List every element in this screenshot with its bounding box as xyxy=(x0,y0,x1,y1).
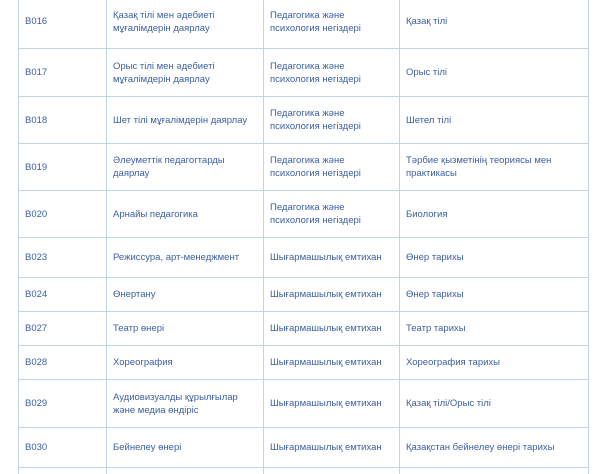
table-row xyxy=(19,0,589,49)
exam-cell: Шығармашылық емтихан xyxy=(264,312,400,346)
exam-cell: Педагогика және психология негіздері xyxy=(264,97,400,144)
code-cell: В027 xyxy=(19,312,107,346)
table-row xyxy=(19,428,589,468)
code-cell: В016 xyxy=(19,0,107,49)
table-row xyxy=(19,49,589,97)
specialty-cell: Әлеуметтік педагогтарды даярлау xyxy=(107,144,264,191)
subject-cell: Қазақ тілі/Орыс тілі xyxy=(400,380,589,428)
table-row xyxy=(19,468,589,474)
table-row xyxy=(19,144,589,191)
specialty-cell: Орыс тілі мен әдебиеті мұғалімдерін даярлау xyxy=(107,49,264,97)
exam-cell: Педагогика және психология негіздері xyxy=(264,191,400,238)
table-row xyxy=(19,380,589,428)
table-row xyxy=(19,312,589,346)
subject-cell: Өнер тарихы xyxy=(400,238,589,278)
code-cell: В030 xyxy=(19,428,107,468)
specialty-cell xyxy=(107,468,264,474)
exam-cell: Педагогика және психология негіздері xyxy=(264,0,400,49)
specialty-cell: Аудиовизуалды құрылғылар және медиа өндіріс xyxy=(107,380,264,428)
table-row xyxy=(19,97,589,144)
code-cell: В024 xyxy=(19,278,107,312)
specialty-cell: Өнертану xyxy=(107,278,264,312)
subject-cell: Тәрбие қызметінің теориясы мен практикасы xyxy=(400,144,589,191)
specialty-cell: Арнайы педагогика xyxy=(107,191,264,238)
subject-cell: Театр тарихы xyxy=(400,312,589,346)
subject-cell: Қазақ тілі xyxy=(400,0,589,49)
specialty-cell: Режиссура, арт-менеджмент xyxy=(107,238,264,278)
code-cell: В023 xyxy=(19,238,107,278)
code-cell: В020 xyxy=(19,191,107,238)
code-cell: В028 xyxy=(19,346,107,380)
exam-cell: Педагогика және психология негіздері xyxy=(264,49,400,97)
exam-cell: Шығармашылық емтихан xyxy=(264,428,400,468)
subject-cell: Орыс тілі xyxy=(400,49,589,97)
exam-cell: Шығармашылық емтихан xyxy=(264,380,400,428)
specialty-cell: Шет тілі мұғалімдерін даярлау xyxy=(107,97,264,144)
subject-cell: Биология xyxy=(400,191,589,238)
exam-cell: Шығармашылық емтихан xyxy=(264,346,400,380)
code-cell xyxy=(19,468,107,474)
specialty-cell: Қазақ тілі мен әдебиеті мұғалімдерін даярлау xyxy=(107,0,264,49)
table-row xyxy=(19,278,589,312)
subject-cell xyxy=(400,468,589,474)
exam-cell: Шығармашылық емтихан xyxy=(264,238,400,278)
code-cell: В029 xyxy=(19,380,107,428)
subject-cell: Қазақстан бейнелеу өнері тарихы xyxy=(400,428,589,468)
specialty-cell: Хореография xyxy=(107,346,264,380)
exam-cell xyxy=(264,468,400,474)
table-row xyxy=(19,346,589,380)
specialties-table xyxy=(18,0,589,474)
table-row xyxy=(19,191,589,238)
exam-cell: Педагогика және психология негіздері xyxy=(264,144,400,191)
subject-cell: Өнер тарихы xyxy=(400,278,589,312)
table-row xyxy=(19,238,589,278)
subject-cell: Хореография тарихы xyxy=(400,346,589,380)
exam-cell: Шығармашылық емтихан xyxy=(264,278,400,312)
code-cell: В018 xyxy=(19,97,107,144)
specialty-cell: Бейнелеу өнері xyxy=(107,428,264,468)
specialty-cell: Театр өнері xyxy=(107,312,264,346)
code-cell: В017 xyxy=(19,49,107,97)
code-cell: В019 xyxy=(19,144,107,191)
subject-cell: Шетел тілі xyxy=(400,97,589,144)
